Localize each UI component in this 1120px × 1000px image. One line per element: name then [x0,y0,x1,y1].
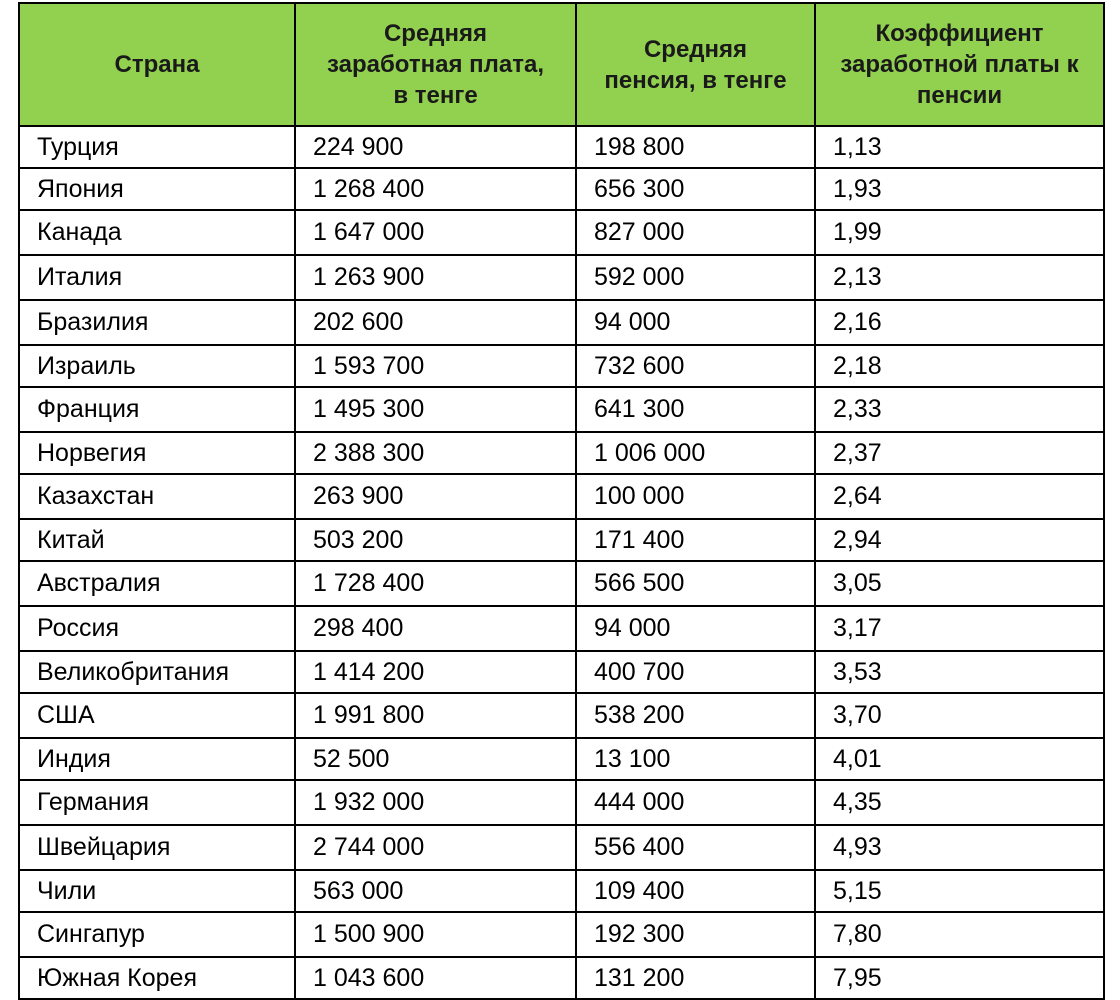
cell-pension: 109 400 [576,870,815,912]
cell-salary: 1 932 000 [295,780,576,825]
cell-pension: 131 200 [576,957,815,999]
table-row [19,300,1104,345]
cell-country: Франция [19,387,295,432]
cell-pension: 566 500 [576,561,815,606]
cell-salary: 2 388 300 [295,432,576,474]
table-row [19,519,1104,561]
cell-pension: 94 000 [576,606,815,651]
cell-ratio: 2,64 [815,474,1104,519]
cell-ratio: 2,13 [815,255,1104,300]
cell-pension: 192 300 [576,912,815,957]
header-average-pension: Средняя пенсия, в тенге [576,3,815,126]
cell-salary: 563 000 [295,870,576,912]
table-row [19,651,1104,693]
cell-country: Швейцария [19,825,295,870]
cell-ratio: 4,01 [815,738,1104,780]
table-row [19,693,1104,738]
table-row [19,957,1104,999]
cell-pension: 400 700 [576,651,815,693]
cell-salary: 1 043 600 [295,957,576,999]
cell-country: Канада [19,210,295,255]
cell-ratio: 3,53 [815,651,1104,693]
cell-ratio: 3,05 [815,561,1104,606]
cell-ratio: 2,94 [815,519,1104,561]
cell-ratio: 5,15 [815,870,1104,912]
cell-salary: 1 414 200 [295,651,576,693]
cell-salary: 1 593 700 [295,345,576,387]
cell-country: Чили [19,870,295,912]
cell-country: Бразилия [19,300,295,345]
cell-country: Казахстан [19,474,295,519]
header-country: Страна [19,3,295,126]
cell-salary: 1 500 900 [295,912,576,957]
cell-salary: 263 900 [295,474,576,519]
cell-pension: 592 000 [576,255,815,300]
cell-ratio: 7,95 [815,957,1104,999]
table-row [19,738,1104,780]
header-salary-pension-ratio: Коэффициент заработной платы к пенсии [815,3,1104,126]
cell-salary: 1 728 400 [295,561,576,606]
cell-country: Австралия [19,561,295,606]
cell-pension: 538 200 [576,693,815,738]
cell-salary: 1 495 300 [295,387,576,432]
cell-pension: 641 300 [576,387,815,432]
cell-country: Норвегия [19,432,295,474]
cell-pension: 827 000 [576,210,815,255]
cell-country: Индия [19,738,295,780]
cell-salary: 1 268 400 [295,168,576,210]
table-row [19,387,1104,432]
table-row [19,912,1104,957]
cell-ratio: 2,33 [815,387,1104,432]
cell-pension: 198 800 [576,126,815,168]
cell-salary: 298 400 [295,606,576,651]
cell-country: Италия [19,255,295,300]
cell-pension: 13 100 [576,738,815,780]
cell-country: Великобритания [19,651,295,693]
cell-ratio: 1,99 [815,210,1104,255]
cell-ratio: 3,70 [815,693,1104,738]
table-row [19,210,1104,255]
cell-pension: 556 400 [576,825,815,870]
cell-country: Германия [19,780,295,825]
cell-ratio: 1,13 [815,126,1104,168]
table-row [19,780,1104,825]
table-header [19,3,1104,126]
cell-country: Япония [19,168,295,210]
table-row [19,825,1104,870]
cell-ratio: 1,93 [815,168,1104,210]
cell-country: Израиль [19,345,295,387]
header-average-salary: Средняя заработная плата, в тенге [295,3,576,126]
cell-salary: 2 744 000 [295,825,576,870]
cell-salary: 202 600 [295,300,576,345]
table-row [19,126,1104,168]
cell-salary: 503 200 [295,519,576,561]
cell-salary: 1 991 800 [295,693,576,738]
table-row [19,561,1104,606]
cell-pension: 94 000 [576,300,815,345]
cell-ratio: 2,18 [815,345,1104,387]
cell-salary: 1 263 900 [295,255,576,300]
cell-country: Сингапур [19,912,295,957]
cell-pension: 171 400 [576,519,815,561]
table-row [19,474,1104,519]
cell-ratio: 3,17 [815,606,1104,651]
cell-pension: 656 300 [576,168,815,210]
cell-country: Китай [19,519,295,561]
cell-salary: 1 647 000 [295,210,576,255]
table-row [19,870,1104,912]
cell-ratio: 2,37 [815,432,1104,474]
cell-salary: 52 500 [295,738,576,780]
cell-ratio: 2,16 [815,300,1104,345]
table-row [19,168,1104,210]
cell-pension: 732 600 [576,345,815,387]
table-row [19,606,1104,651]
table-row [19,345,1104,387]
cell-salary: 224 900 [295,126,576,168]
cell-pension: 100 000 [576,474,815,519]
cell-pension: 1 006 000 [576,432,815,474]
cell-country: Южная Корея [19,957,295,999]
salary-pension-table [18,2,1105,1000]
cell-country: Турция [19,126,295,168]
cell-country: Россия [19,606,295,651]
table-row [19,255,1104,300]
cell-ratio: 4,35 [815,780,1104,825]
cell-ratio: 7,80 [815,912,1104,957]
cell-pension: 444 000 [576,780,815,825]
header-row [19,3,1104,126]
cell-country: США [19,693,295,738]
cell-ratio: 4,93 [815,825,1104,870]
table-body [19,126,1104,999]
table-row [19,432,1104,474]
salary-pension-table-container [18,2,1105,1000]
